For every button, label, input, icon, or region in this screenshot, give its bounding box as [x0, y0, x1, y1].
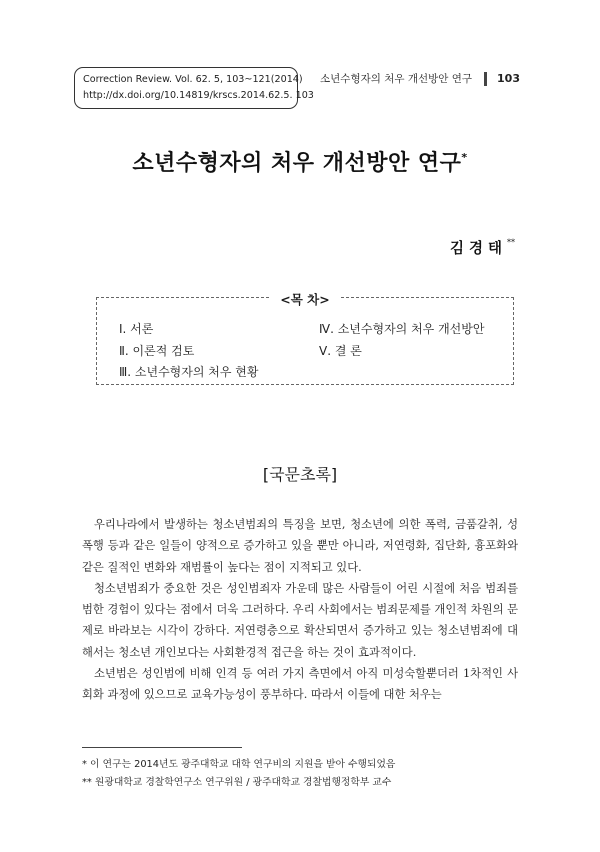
toc-item-2: Ⅱ. 이론적 검토 [119, 344, 195, 358]
title-footnote-mark: * [461, 151, 468, 164]
abstract-paragraph: 청소년범죄가 중요한 것은 성인범죄자 가운데 많은 사람들이 어린 시절에 처음 범죄를 범한 경험이 있다는 점에서 더욱 그러하다. 우리 사회에서는 범죄문제를 개인적 차원의 문제로 바라보는 시각이 강하다. 저연령층으로 확산되면서 증가하고 있는 청소년범죄에 대해서는 청소년 개인보다는 사회환경적 접근을 하는 것이 효과적이다. [82, 581, 518, 659]
table-of-contents [96, 292, 514, 385]
toc-item-3: Ⅲ. 소년수형자의 처우 현황 [119, 365, 259, 379]
footnote-2: ** 원광대학교 경찰학연구소 연구위원 / 광주대학교 경찰법행정학부 교수 [82, 777, 392, 788]
journal-citation: Correction Review. Vol. 62. 5, 103~121(2014) [83, 74, 303, 85]
page-number: 103 [497, 72, 520, 85]
footnote-divider [82, 747, 242, 748]
toc-item-1: Ⅰ. 서론 [119, 322, 154, 336]
author [450, 237, 515, 258]
footnote-1: * 이 연구는 2014년도 광주대학교 대학 연구비의 지원을 받아 수행되었음 [82, 759, 396, 770]
author-name: 김경태 [449, 240, 507, 257]
toc-item-5: Ⅴ. 결 론 [319, 344, 362, 358]
toc-heading: <목 차> [270, 292, 339, 307]
paper-title-text: 소년수형자의 처우 개선방안 연구 [132, 151, 462, 176]
running-head [320, 71, 520, 86]
paper-title [0, 146, 600, 177]
toc-item-4: Ⅳ. 소년수형자의 처우 개선방안 [319, 322, 485, 336]
abstract-heading: [국문초록] [262, 465, 338, 484]
abstract-paragraph: 소년범은 성인범에 비해 인격 등 여러 가지 측면에서 아직 미성숙할뿐더러 1차적인 사회화 과정에 있으므로 교육가능성이 풍부하다. 따라서 이들에 대한 처우는 [82, 667, 518, 702]
abstract-body [82, 514, 518, 706]
doi-link[interactable]: http://dx.doi.org/10.14819/krscs.2014.62.5. 103 [83, 90, 314, 101]
abstract-paragraph: 우리나라에서 발생하는 청소년범죄의 특징을 보면, 청소년에 의한 폭력, 금품갈취, 성폭행 등과 같은 일들이 양적으로 증가하고 있을 뿐만 아니라, 저연령화, 집단화, 흉포화와 같은 질적인 변화와 재범률이 높다는 점이 지적되고 있다. [82, 518, 518, 574]
running-title: 소년수형자의 처우 개선방안 연구 [320, 73, 473, 85]
author-footnote-mark: ** [507, 238, 515, 247]
journal-citation-box [74, 67, 314, 109]
running-head-divider [484, 72, 487, 86]
